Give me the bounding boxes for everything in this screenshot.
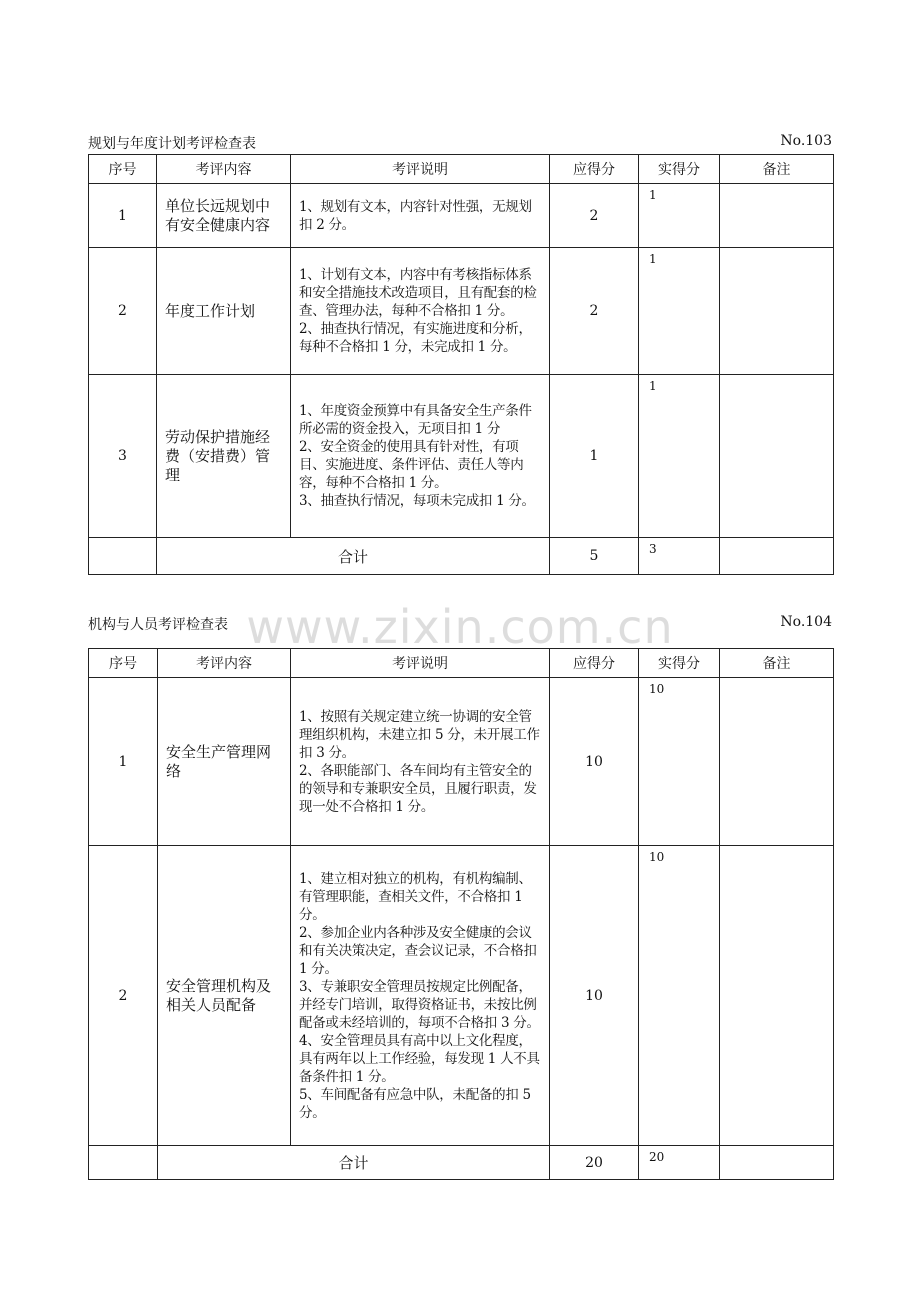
row-score: 2: [550, 248, 639, 375]
table-row: [89, 184, 834, 248]
header-cell: 考评说明: [291, 649, 550, 678]
row-number: 1: [89, 678, 158, 846]
table1: [88, 154, 834, 575]
row-item: 安全管理机构及相关人员配备: [158, 846, 291, 1146]
row-remark: [720, 248, 834, 375]
description-line: 1、建立相对独立的机构，有机构编制、有管理职能，查相关文件，不合格扣 1 分。: [299, 870, 532, 923]
header-cell: 序号: [89, 155, 157, 184]
description-line: 2、参加企业内各种涉及安全健康的会议和有关决策决定，查会议记录，不合格扣 1 分。: [299, 924, 537, 977]
row-actual-score: 10: [639, 846, 720, 1146]
table2: [88, 648, 834, 1180]
description-line: 3、专兼职安全管理员按规定比例配备，并经专门培训，取得资格证书，未按比例配备或未经培训的，每项不合格扣 3 分。: [299, 978, 540, 1031]
table-row: [89, 375, 834, 538]
table1-caption: [88, 133, 832, 153]
description-line: 4、安全管理员具有高中以上文化程度，具有两年以上工作经验，每发现 1 人不具备条件扣 1 分。: [299, 1032, 540, 1085]
row-description: [291, 375, 550, 538]
row-score: 10: [550, 846, 639, 1146]
description-line: 2、安全资金的使用具有针对性，有项目、实施进度、条件评估、责任人等内容，每种不合格扣 1 分。: [299, 439, 524, 491]
table2-header-row: [89, 649, 834, 678]
header-cell: 考评内容: [158, 649, 291, 678]
row-description: [291, 846, 550, 1146]
description-line: 3、抽查执行情况，每项未完成扣 1 分。: [299, 493, 535, 509]
table1-number: No.103: [780, 133, 832, 149]
row-actual-score: 1: [639, 248, 720, 375]
total-score: 5: [550, 538, 639, 575]
table-row: [89, 678, 834, 846]
total-empty-cell: [89, 538, 157, 575]
row-remark: [720, 846, 834, 1146]
total-remark: [720, 1146, 834, 1180]
row-remark: [720, 184, 834, 248]
header-cell: 应得分: [550, 649, 639, 678]
row-actual-score: 1: [639, 184, 720, 248]
row-actual-score: 10: [639, 678, 720, 846]
table2-caption: [88, 614, 832, 634]
description-line: 1、年度资金预算中有具备安全生产条件所必需的资金投入，无项目扣 1 分: [299, 403, 532, 437]
header-cell: 考评内容: [157, 155, 291, 184]
header-cell: 实得分: [639, 649, 720, 678]
total-remark: [720, 538, 834, 575]
total-label: 合计: [157, 538, 550, 575]
row-item: 单位长远规划中有安全健康内容: [157, 184, 291, 248]
total-actual-score: 20: [639, 1146, 720, 1180]
description-line: 1、规划有文本，内容针对性强，无规划扣 2 分。: [299, 198, 532, 233]
header-cell: 备注: [720, 155, 834, 184]
row-number: 2: [89, 248, 157, 375]
total-empty-cell: [89, 1146, 158, 1180]
row-score: 1: [550, 375, 639, 538]
table1-title: 规划与年度计划考评检查表: [88, 136, 256, 152]
row-description: [291, 248, 550, 375]
row-score: 10: [550, 678, 639, 846]
row-actual-score: 1: [639, 375, 720, 538]
total-score: 20: [550, 1146, 639, 1180]
description-line: 5、车间配备有应急中队，未配备的扣 5 分。: [299, 1086, 531, 1121]
row-remark: [720, 678, 834, 846]
row-description: [291, 184, 550, 248]
table2-title: 机构与人员考评检查表: [88, 617, 228, 633]
description-line: 2、抽查执行情况，有实施进度和分析，每种不合格扣 1 分，未完成扣 1 分。: [299, 321, 532, 355]
total-actual-score: 3: [639, 538, 720, 575]
table-row: [89, 846, 834, 1146]
row-description: [291, 678, 550, 846]
table2-number: No.104: [780, 614, 832, 630]
row-item: 劳动保护措施经费（安措费）管理: [157, 375, 291, 538]
table1-header-row: [89, 155, 834, 184]
row-number: 3: [89, 375, 157, 538]
row-score: 2: [550, 184, 639, 248]
description-line: 2、各职能部门、各车间均有主管安全的的领导和专兼职安全员，且履行职责，发现一处不合格扣 1 分。: [299, 762, 537, 815]
header-cell: 考评说明: [291, 155, 550, 184]
watermark: www.zixin.com.cn: [246, 600, 674, 654]
row-number: 2: [89, 846, 158, 1146]
header-cell: 应得分: [550, 155, 639, 184]
row-item: 年度工作计划: [157, 248, 291, 375]
description-line: 1、计划有文本，内容中有考核指标体系和安全措施技术改造项目，且有配套的检查、管理办法，每种不合格扣 1 分。: [299, 267, 537, 319]
header-cell: 实得分: [639, 155, 720, 184]
description-line: 1、按照有关规定建立统一协调的安全管理组织机构，未建立扣 5 分，未开展工作扣 3 分。: [299, 708, 540, 761]
table1-total-row: [89, 538, 834, 575]
row-remark: [720, 375, 834, 538]
row-number: 1: [89, 184, 157, 248]
table2-total-row: [89, 1146, 834, 1180]
table-row: [89, 248, 834, 375]
total-label: 合计: [158, 1146, 550, 1180]
row-item: 安全生产管理网络: [158, 678, 291, 846]
header-cell: 序号: [89, 649, 158, 678]
header-cell: 备注: [720, 649, 834, 678]
